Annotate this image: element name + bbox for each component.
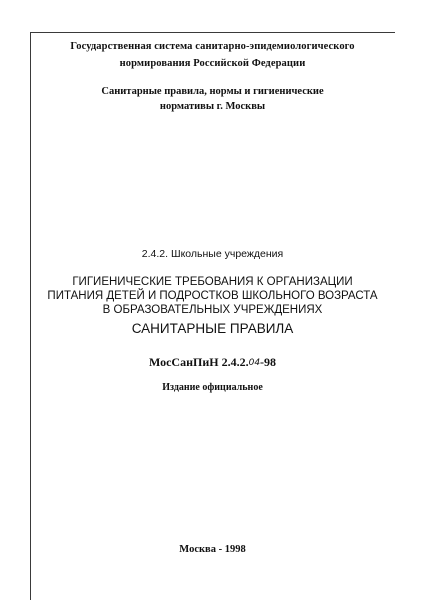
document-code (30, 355, 395, 370)
code-prefix: МосСанПиН 2.4.2. (148, 355, 249, 369)
section-heading: 2.4.2. Школьные учреждения (141, 248, 284, 260)
title-line-2: ПИТАНИЯ ДЕТЕЙ И ПОДРОСТКОВ ШКОЛЬНОГО ВОЗРАСТА (47, 290, 378, 302)
frame-top-border (30, 32, 395, 33)
place-year: Москва - 1998 (179, 544, 246, 555)
edition-label: Издание официальное (162, 382, 263, 393)
code-suffix: -98 (260, 355, 277, 369)
handwritten-number: 04 (248, 358, 261, 368)
document-type: САНИТАРНЫЕ ПРАВИЛА (131, 321, 294, 336)
header-line-3: Санитарные правила, нормы и гигиенические (101, 86, 324, 97)
title-line-3: В ОБРАЗОВАТЕЛЬНЫХ УЧРЕЖДЕНИЯХ (102, 304, 323, 316)
header-line-1: Государственная система санитарно-эпидемиологического (70, 41, 355, 52)
header-line-4: нормативы г. Москвы (159, 101, 266, 112)
header-line-2: нормирования Российской Федерации (119, 58, 306, 69)
title-line-1: ГИГИЕНИЧЕСКИЕ ТРЕБОВАНИЯ К ОРГАНИЗАЦИИ (72, 276, 353, 288)
